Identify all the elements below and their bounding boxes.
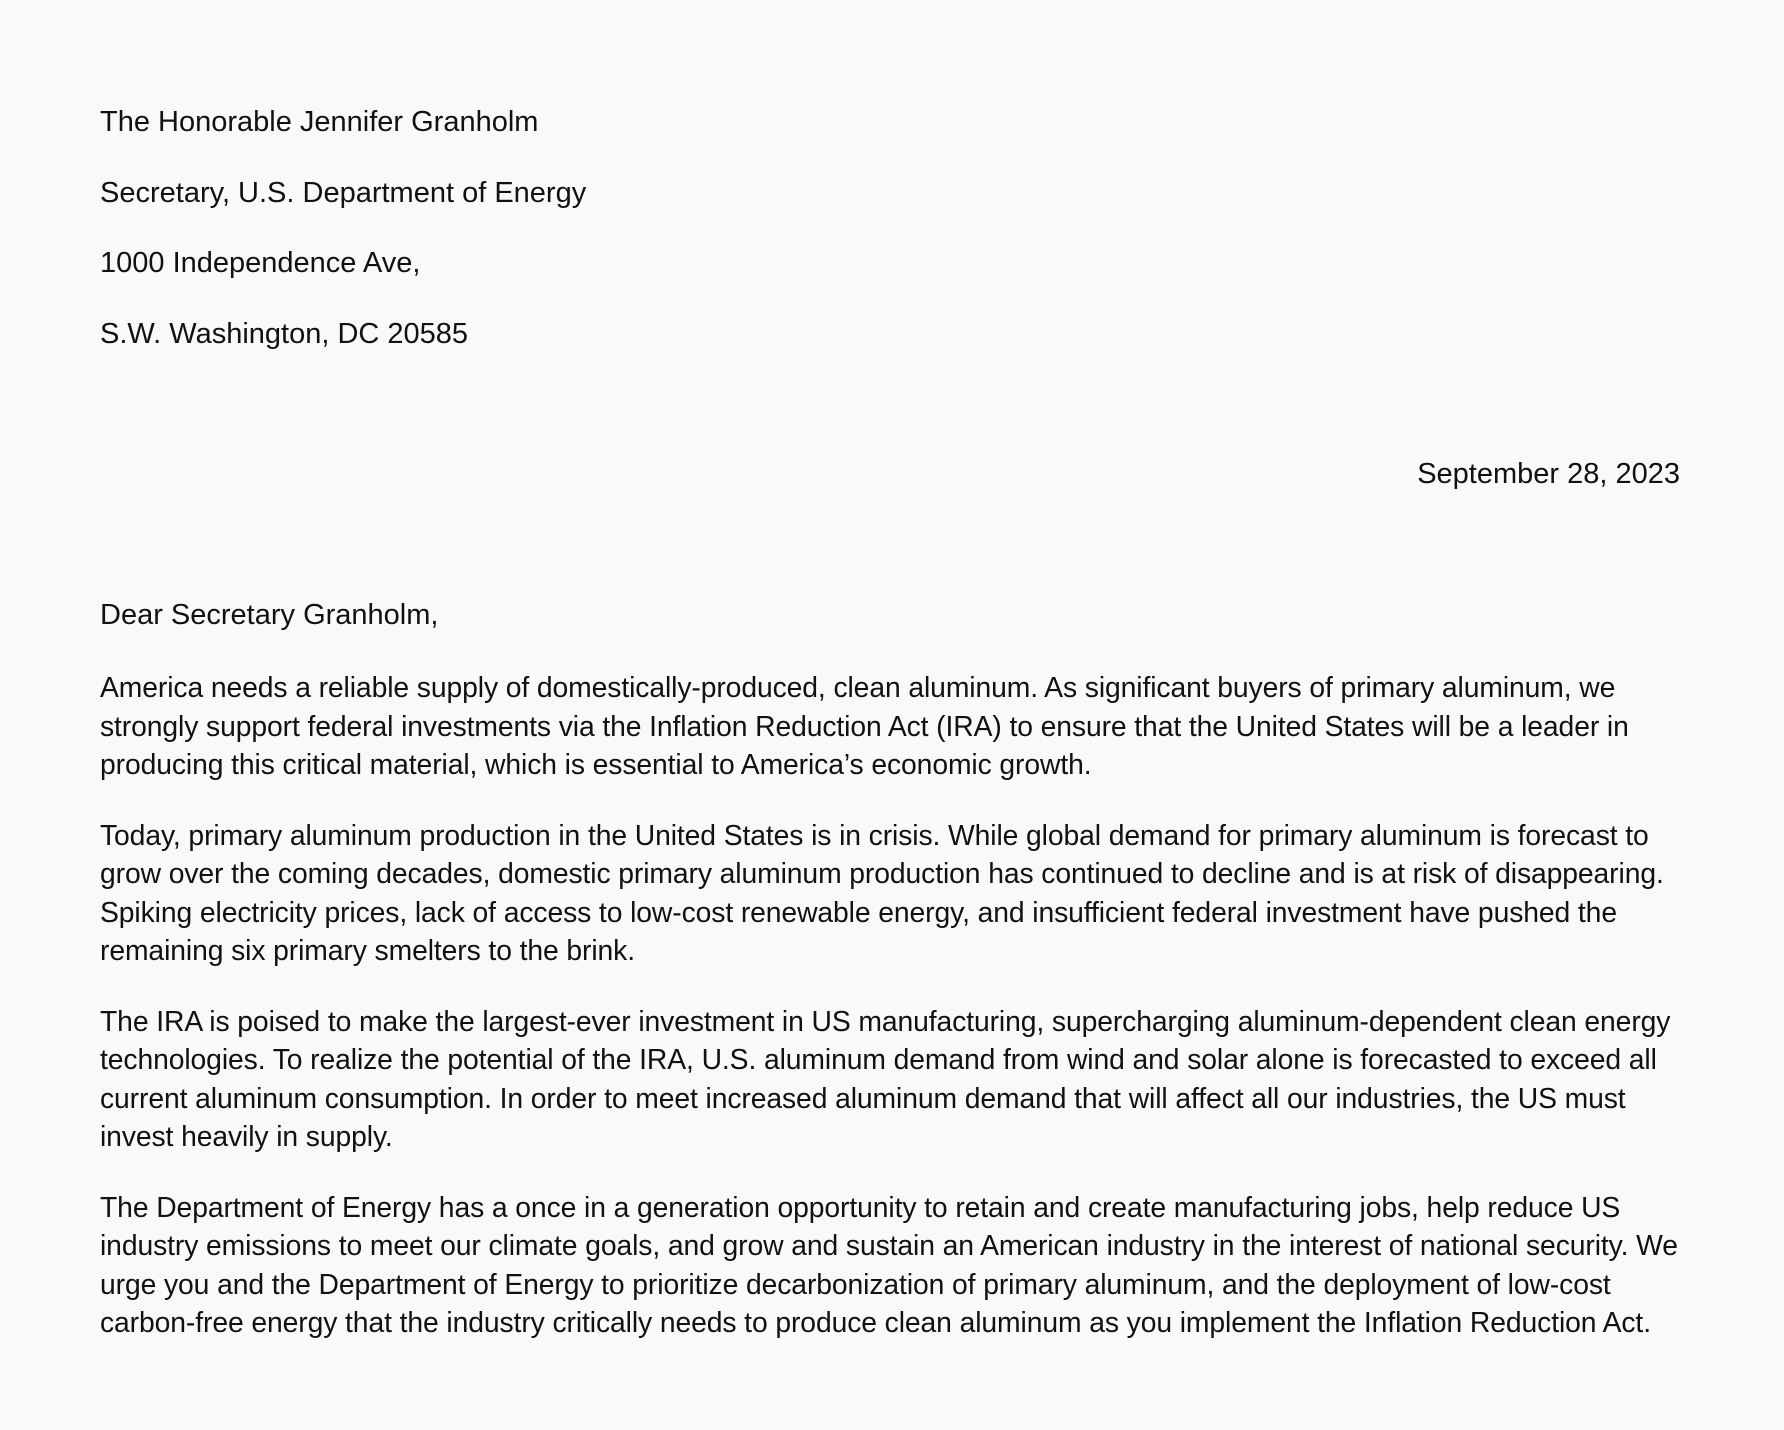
letter-body bbox=[100, 668, 1680, 1374]
body-paragraph: The Department of Energy has a once in a generation opportunity to retain and create manufacturing jobs, help reduce US industry emissions to meet our climate goals, and grow and sustain an American industry in the interest of national security. We urge you and the Department of Energy to prioritize decarbonization of primary aluminum, and the deployment of low-cost carbon-free energy that the industry critically needs to produce clean aluminum as you implement the Inflation Reduction Act. bbox=[100, 1190, 1678, 1338]
body-paragraph: Today, primary aluminum production in the United States is in crisis. While global demand for primary aluminum is forecast to grow over the coming decades, domestic primary aluminum production has continued to decline and is at risk of disappearing. Spiking electricity prices, lack of access to low-cost renewable energy, and insufficient federal investment have pushed the remaining six primary smelters to the brink. bbox=[100, 818, 1664, 966]
salutation: Dear Secretary Granholm, bbox=[100, 599, 439, 631]
recipient-city: S.W. Washington, DC 20585 bbox=[100, 318, 469, 350]
recipient-street: 1000 Independence Ave, bbox=[100, 247, 421, 279]
body-paragraph: America needs a reliable supply of domestically-produced, clean aluminum. As significant buyers of primary aluminum, we strongly support federal investments via the Inflation Reduction Act (IRA) to ensure that the United States will be a leader in producing this critical material, which is essential to America’s economic growth. bbox=[100, 671, 1629, 780]
letter-date: September 28, 2023 bbox=[1417, 458, 1680, 490]
body-paragraph: The IRA is poised to make the largest-ever investment in US manufacturing, supercharging aluminum-dependent clean energy technologies. To realize the potential of the IRA, U.S. aluminum demand from wind and solar alone is forecasted to exceed all current aluminum consumption. In order to meet increased aluminum demand that will affect all our industries, the US must invest heavily in supply. bbox=[100, 1004, 1671, 1152]
recipient-name: The Honorable Jennifer Granholm bbox=[100, 106, 539, 138]
recipient-title: Secretary, U.S. Department of Energy bbox=[100, 177, 587, 209]
